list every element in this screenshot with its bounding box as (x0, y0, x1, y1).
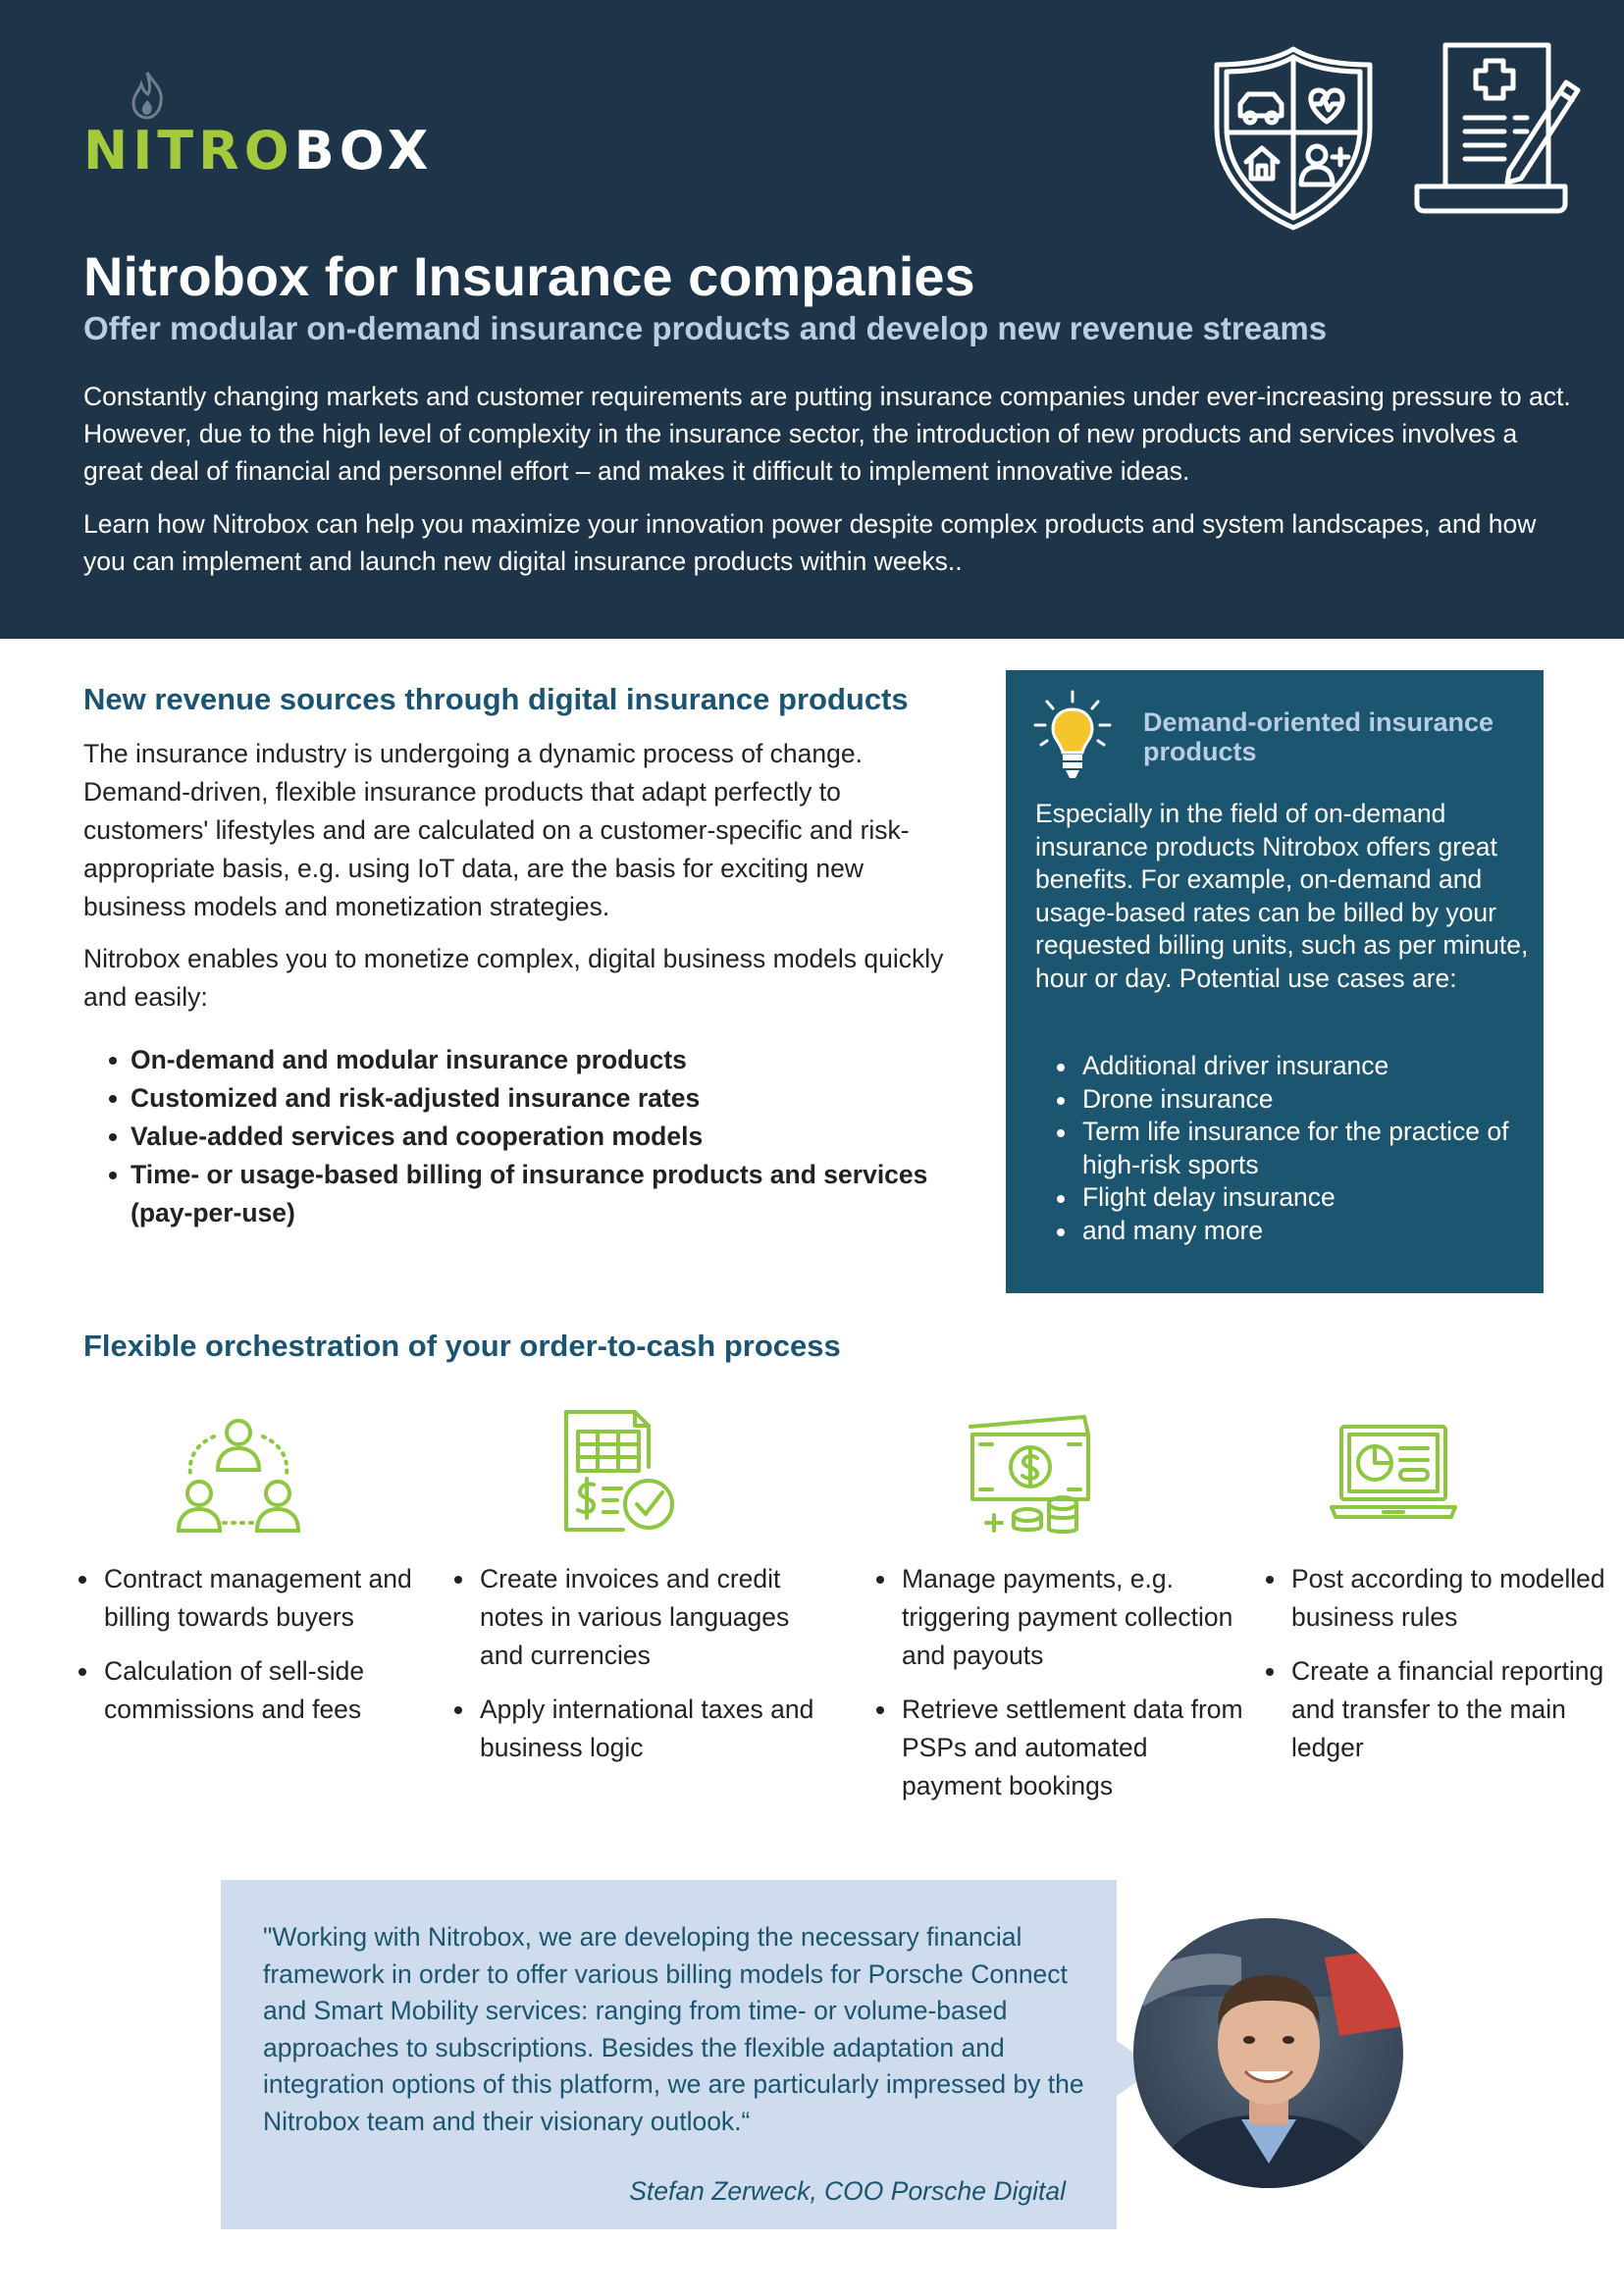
list-item: Value-added services and cooperation models (83, 1118, 947, 1156)
insurance-shield-icon (1205, 39, 1382, 235)
sidebox-title: Demand-oriented insurance products (1143, 707, 1494, 766)
revenue-bullet-list (83, 1041, 947, 1232)
logo-wordmark (83, 122, 433, 181)
testimonial-quote: "Working with Nitrobox, we are developing the necessary financial framework in order to offer various billing models for Porsche Connect and Smart Mobility services: ranging from time- or volume-based approaches to subscriptions. Besides the flexible adaptation and integration options of this platform, we are particularly impressed by the Nitrobox team and their visionary outlook.“ (263, 1922, 1084, 2136)
revenue-heading: New revenue sources through digital insurance products (83, 682, 909, 716)
revenue-paragraph-1: The insurance industry is undergoing a dynamic process of change. Demand-driven, flexible insurance products that adapt perfectly to customers' lifestyles and are calculated on a customer-specific and risk-appropriate basis, e.g. using IoT data, are the basis for exciting new business models and monetization strategies. (83, 739, 910, 921)
intro-paragraph-2: Learn how Nitrobox can help you maximize your innovation power despite complex products and system landscapes, and how you can implement and launch new digital insurance products within weeks.. (83, 509, 1537, 576)
intro-paragraph-1: Constantly changing markets and customer requirements are putting insurance companies under ever-increasing pressure to act. However, due to the high level of complexity in the insurance sector, the introduction of new products and services involves a great deal of financial and personnel effort – and makes it difficult to implement innovative ideas. (83, 382, 1571, 486)
list-item: Manage payments, e.g. triggering payment collection and payouts (871, 1560, 1244, 1675)
logo-nitro: NITRO (83, 120, 294, 182)
page-title: Nitrobox for Insurance companies (83, 245, 975, 307)
list-item: Apply international taxes and business logic (449, 1691, 827, 1767)
list-item: Retrieve settlement data from PSPs and automated payment bookings (871, 1691, 1244, 1805)
list-item: Additional driver insurance (1035, 1050, 1531, 1083)
insurance-document-icon (1411, 39, 1588, 216)
o2c-column-contracts (74, 1560, 446, 1745)
list-item: Contract management and billing towards buyers (74, 1560, 446, 1637)
o2c-column-invoices (449, 1560, 827, 1783)
list-item: Create a financial reporting and transfer to the main ledger (1261, 1652, 1614, 1767)
lightbulb-icon (1033, 690, 1112, 784)
o2c-heading: Flexible orchestration of your order-to-cash process (83, 1329, 841, 1363)
logo-box: BOX (293, 120, 434, 182)
list-item: Term life insurance for the practice of high-risk sports (1035, 1116, 1531, 1181)
sidebox-text: Especially in the field of on-demand insurance products Nitrobox offers great benefits. For example, on-demand and usage-based rates can be billed by your requested billing units, such as per minute, hour or day. Potential use cases are: (1035, 799, 1529, 993)
testimonial-box (221, 1880, 1117, 2229)
list-item: Calculation of sell-side commissions and fees (74, 1652, 446, 1729)
list-item: Create invoices and credit notes in various languages and currencies (449, 1560, 827, 1675)
invoice-check-icon (552, 1408, 680, 1536)
o2c-column-accounting (1261, 1560, 1614, 1783)
list-item: Post according to modelled business rules (1261, 1560, 1614, 1637)
list-item: Flight delay insurance (1035, 1181, 1531, 1215)
list-item: Drone insurance (1035, 1083, 1531, 1117)
testimonial-author: Stefan Zerweck, COO Porsche Digital (629, 2176, 1066, 2206)
laptop-chart-icon (1330, 1413, 1457, 1540)
o2c-column-payments (871, 1560, 1244, 1821)
use-case-list (1035, 1050, 1531, 1247)
header-banner (0, 0, 1624, 639)
users-network-icon (175, 1413, 302, 1540)
revenue-paragraph-2: Nitrobox enables you to monetize complex, digital business models quickly and easily: (83, 944, 944, 1012)
flame-icon (126, 71, 169, 120)
list-item: Customized and risk-adjusted insurance rates (83, 1079, 947, 1118)
list-item: and many more (1035, 1215, 1531, 1248)
list-item: Time- or usage-based billing of insurance products and services (pay-per-use) (83, 1156, 947, 1232)
avatar (1133, 1918, 1403, 2188)
page-subtitle: Offer modular on-demand insurance products and develop new revenue streams (83, 310, 1328, 346)
payment-coins-icon (967, 1413, 1094, 1540)
nitrobox-logo[interactable] (83, 71, 496, 182)
demand-oriented-box (1006, 670, 1544, 1293)
list-item: On-demand and modular insurance products (83, 1041, 947, 1079)
